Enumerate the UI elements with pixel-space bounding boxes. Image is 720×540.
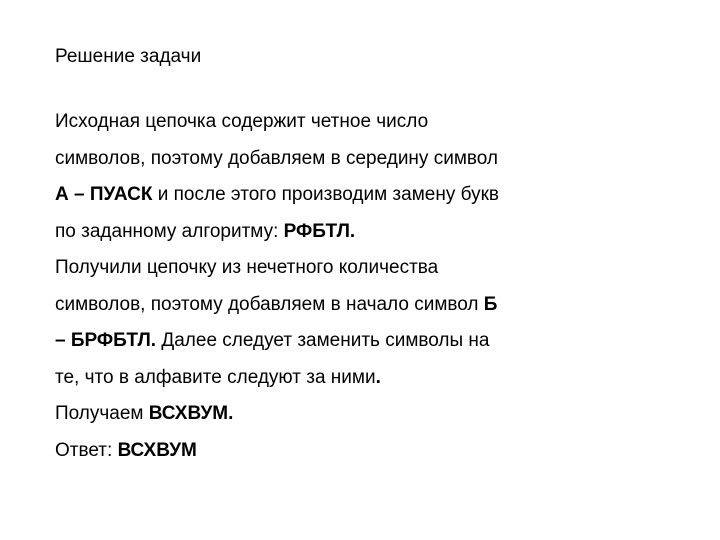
text-line (55, 250, 655, 287)
text-run: Получаем (55, 403, 149, 424)
text-run: и после этого производим замену букв (152, 184, 499, 205)
text-line (55, 360, 655, 397)
slide-body-text (55, 104, 655, 469)
text-line (55, 433, 655, 470)
text-line (55, 214, 655, 251)
text-line (55, 141, 655, 178)
text-run: те, что в алфавите следуют за ними (55, 366, 376, 388)
text-run: Ответ: (55, 439, 118, 461)
bold-text-run: А – ПУАСК (55, 184, 153, 205)
bold-text-run: ВСХВУМ (117, 439, 197, 461)
text-run: по заданному алгоритму: (55, 220, 284, 242)
text-run: Далее следует заменить символы на (156, 330, 490, 351)
bold-text-run: РФБТЛ. (283, 220, 356, 242)
bold-text-run: – БРФБТЛ. (55, 330, 157, 351)
text-line (55, 177, 655, 214)
bold-text-run: ВСХВУМ. (148, 403, 234, 424)
bold-text-run: . (375, 366, 381, 388)
text-line (55, 104, 655, 141)
text-line (55, 396, 655, 433)
text-run: символов, поэтому добавляем в середину символ (55, 147, 498, 169)
slide-title: Решение задачи (55, 46, 202, 67)
text-run: символов, поэтому добавляем в начало символ (55, 293, 484, 315)
text-run: Получили цепочку из нечетного количества (55, 257, 439, 278)
bold-text-run: Б (483, 293, 498, 315)
text-run: Исходная цепочка содержит четное число (55, 111, 429, 132)
text-line (55, 323, 655, 360)
text-line (55, 287, 655, 324)
